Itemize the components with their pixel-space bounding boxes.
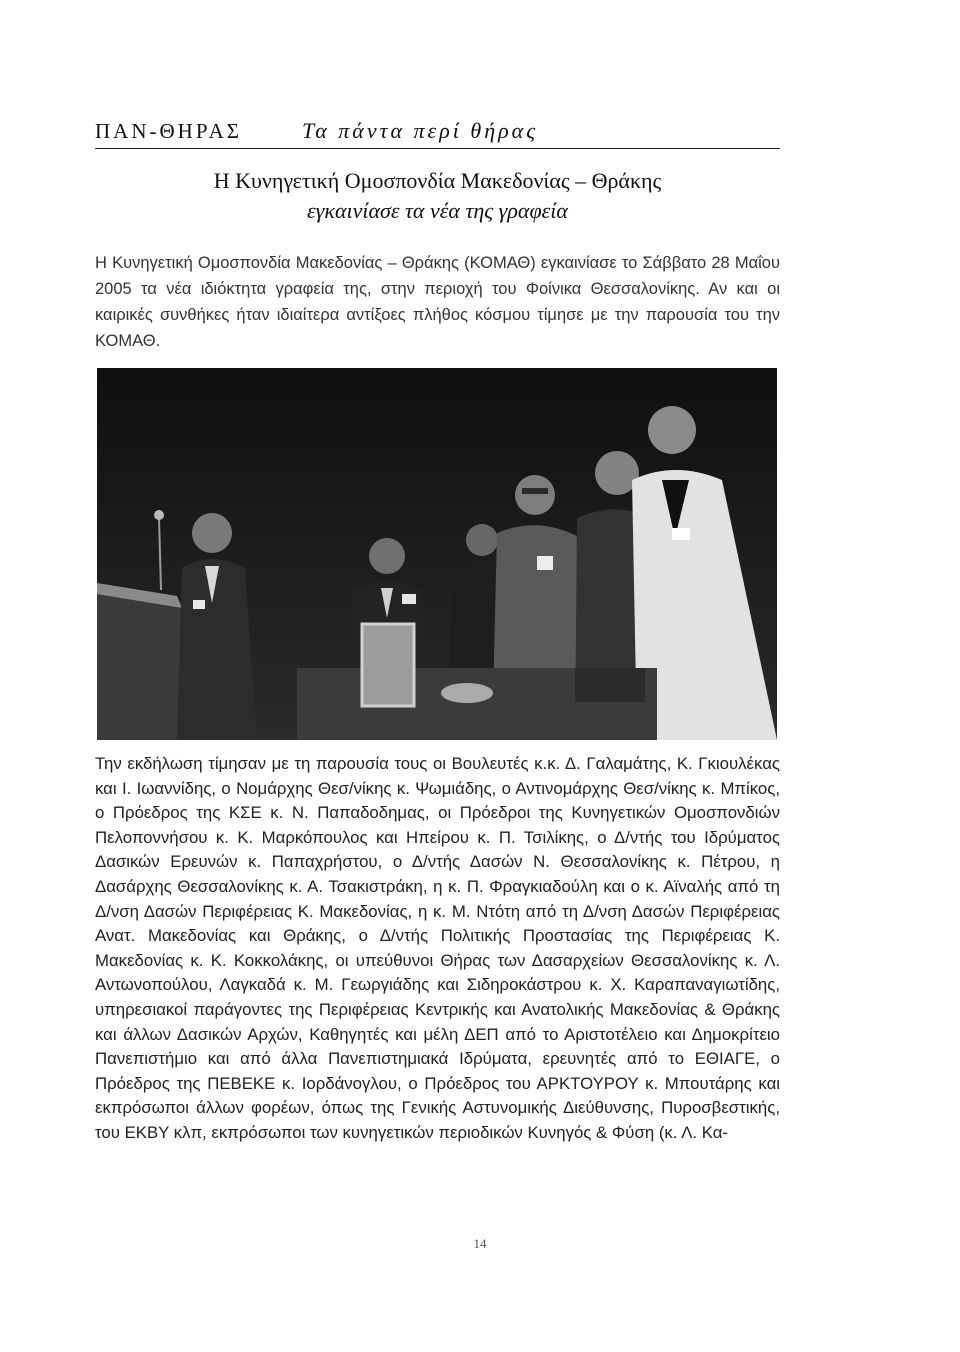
event-photo-graphic — [97, 368, 777, 740]
magazine-tagline: Τα πάντα περί θήρας — [301, 118, 539, 143]
photo-caption: Την εκδήλωση τίμησαν με τη παρουσία τους οι Βουλευτές κ.κ. Δ. Γαλαμάτης, Κ. Γκιουλέκας και Ι. Ιωαννίδης, ο Νομάρχης Θεσ/νίκης κ. Ψωμιάδης, ο Αντινομάρχης Θεσ/νίκης κ. Μπίκος, ο Πρόεδρος της ΚΣΕ κ. Ν. Παπαδοδημας, οι Πρόεδροι της Κυνηγετικών Ομοσπονδιών Πελοποννήσου κ. Κ. Μαρκόπουλος και Ηπείρου κ. Π. Τσιλίκης, ο Δ/ντής του Ιδρύματος Δασικών Ερευνών κ. Παπαχρήστου, ο Δ/ντής Δασών Ν. Θεσσαλονίκης κ. Πέτρου, η Δασάρχης Θεσσαλονίκης κ. Α. Τσακιστράκη, η κ. Π. Φραγκιαδούλη και ο κ. Αϊναλής από τη Δ/νση Δασών Περιφέρειας Κ. Μακεδονίας, η κ. Μ. Ντότη από τη Δ/νση Δασών Περιφέρειας Ανατ. Μακεδονίας και Θράκης, ο Δ/ντής Πολιτικής Προστασίας της Περιφέρειας Κ. Μακεδονίας κ. Κ. Κοκκολάκης, οι υπεύθυνοι Θήρας των Δασαρχείων Θεσσαλονίκης κ. Λ. Αντωνοπούλου, Λαγκαδά κ. Μ. Γεωργιάδης και Σιδηροκάστρου κ. Χ. Καραπαναγιωτίδης, υπηρεσιακοί παράγοντες της Περιφέρειας Κεντρικής και Ανατολικής Μακεδονίας & Θράκης και άλλων Δασικών Αρχών, Καθηγητές και μέλη ΔΕΠ από το Αριστοτέλειο και Δημοκρίτειο Πανεπιστήμιο και από άλλα Πανεπιστημιακά Ιδρύματα, ερευνητές από το ΕΘΙΑΓΕ, ο Πρόεδρος της ΠΕΒΕΚΕ κ. Ιορδάνογλου, ο Πρόεδρος του ΑΡΚΤΟΥΡΟΥ κ. Μπουτάρης και εκπρόσωποι άλλων φορέων, όπως της Γενικής Αστυνομικής Διεύθυνσης, Πυροσβεστικής, του ΕΚΒΥ κλπ, εκπρόσωποι των κυνηγετικών περιοδικών Κυνηγός & Φύση (κ. Λ. Κα- — [95, 754, 780, 1142]
article-title-line1: Η Κυνηγετική Ομοσπονδία Μακεδονίας – Θράκης — [213, 168, 662, 193]
magazine-name: ΠΑΝ-ΘΗΡΑΣ — [95, 119, 242, 143]
event-photo — [97, 368, 777, 740]
article-intro: Η Κυνηγετική Ομοσπονδία Μακεδονίας – Θράκης (ΚΟΜΑΘ) εγκαινίασε το Σάββατο 28 Μαΐου 2005 τα νέα ιδιόκτητα γραφεία της, στην περιοχή του Φοίνικα Θεσσαλονίκης. Αν και οι καιρικές συνθήκες ήταν ιδιαίτερα αντίξοες πλήθος κόσμου τίμησε με την παρουσία του την ΚΟΜΑΘ. — [95, 254, 780, 350]
article-title-line2: εγκαινίασε τα νέα της γραφεία — [307, 198, 568, 223]
page-header — [95, 118, 780, 149]
article-title — [95, 166, 780, 226]
page-number: 14 — [473, 1236, 487, 1251]
